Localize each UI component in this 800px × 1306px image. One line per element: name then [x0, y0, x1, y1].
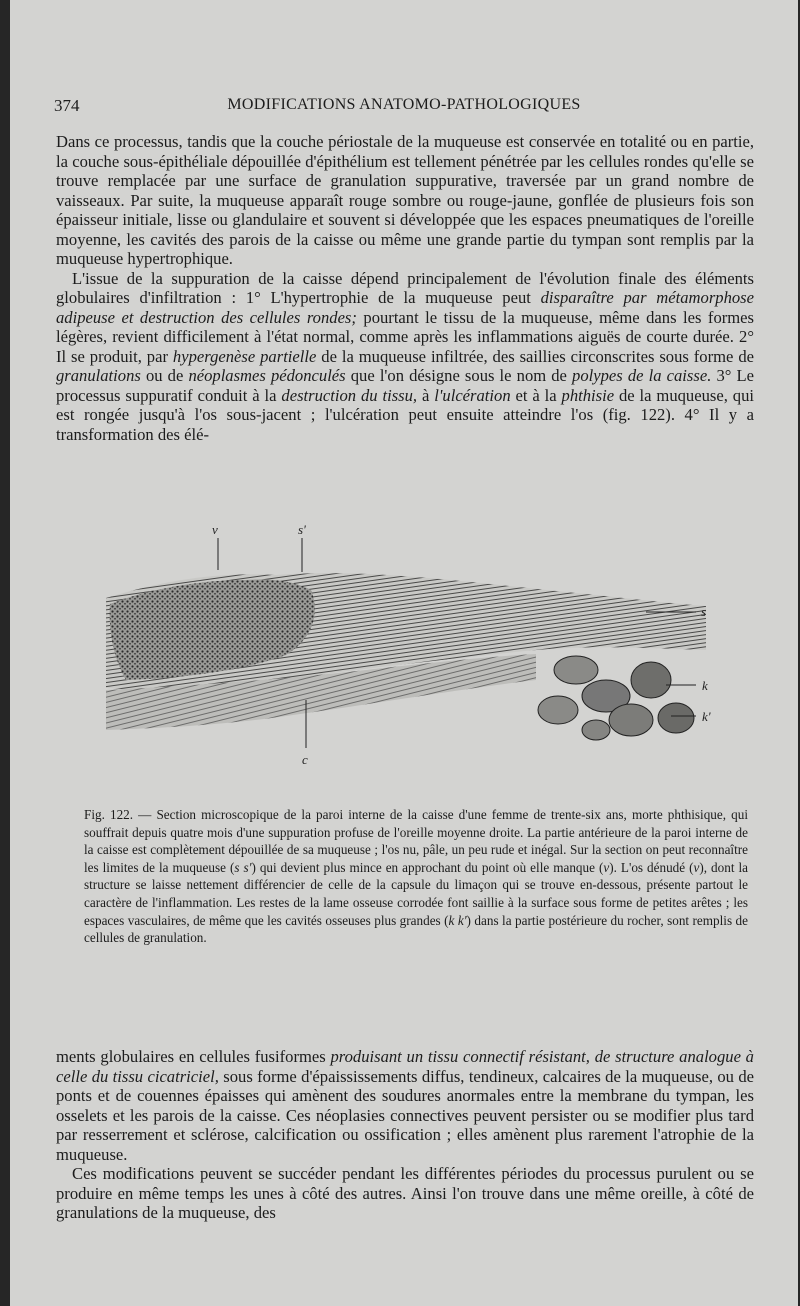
running-title: MODIFICATIONS ANATOMO-PATHOLOGIQUES — [227, 96, 581, 113]
text-run: que l'on désigne sous le nom de — [345, 366, 573, 385]
italic-text: disparaître par métamorphose adipeuse et destruction des cellules rondes; — [56, 288, 754, 327]
microscopic-section-drawing — [106, 520, 726, 790]
label-v: v — [212, 522, 218, 537]
paragraph — [56, 132, 754, 269]
text-run: ), dont la structure se laisse nettement différencier de celle de la capsule du limaçon qui se trouve en-dessous, présente partout le caractère de l'inflammation. Les restes de la lame osseuse corrodée font saillie à la surface sous forme de petites arêtes ; les espaces vasculaires, de même que les cavités osseuses plus grandes ( — [84, 859, 749, 928]
label-k-prime: k' — [702, 709, 711, 724]
figure-caption — [84, 806, 748, 947]
paragraph — [56, 1164, 754, 1223]
text-run: pourtant le tissu de la muqueuse, même dans les formes légères, revient difficilement à l'état normal, comme après les inflammations aiguës de courte durée. 2° Il se produit, par — [56, 307, 754, 366]
figure-122-illustration — [106, 520, 726, 790]
body-text-top — [56, 132, 754, 444]
italic-text: granulations — [56, 366, 141, 385]
italic-text: destruction du tissu, — [281, 385, 418, 405]
text-run: et à la — [510, 385, 562, 405]
text-run: ments globulaires en cellules fusiformes — [56, 1047, 331, 1066]
italic-text: néoplasmes pédonculés — [188, 366, 346, 385]
granulation-nodules — [538, 656, 694, 740]
page-header — [54, 96, 754, 120]
italic-text: polypes de la caisse. — [572, 366, 712, 385]
text-run: à — [417, 385, 435, 405]
text-run: sous forme d'épaississements diffus, tendineux, calcaires de la muqueuse, ou de ponts et de couennes épaisses qui amènent des soudures anormales entre la membrane du tympan, les osselets et les parois de la caisse. Ces néoplasies connectives peuvent persister ou se modifier plus tard par resserrement et sclérose, calcification ou ossification ; elles amènent plus rarement l'atrophie de la muqueuse. — [56, 1066, 754, 1164]
text-run: ). L'os dénudé ( — [609, 859, 694, 875]
italic-text: phthisie — [561, 385, 615, 405]
italic-text: l'ulcération — [434, 385, 511, 405]
text-run: Ces modifications peuvent se succéder pendant les différentes périodes du processus purulent ou se produire en même temps les unes à côté des autres. Ainsi l'on trouve dans une même oreille, à côté de granulations de la muqueuse, des — [56, 1164, 754, 1222]
label-c: c — [302, 752, 308, 767]
text-run: de la muqueuse infiltrée, des saillies circonscrites sous forme de — [316, 346, 754, 366]
italic-text: v — [693, 859, 700, 875]
text-run: 3° Le processus suppuratif conduit à la — [56, 366, 755, 405]
text-run: Dans ce processus, tandis que la couche périostale de la muqueuse est conservée en totalité ou en partie, la couche sous-épithéliale dépouillée d'épithélium est tellement pénétrée par les cellules rondes qu'elle se trouve remplacée par une surface de granulation suppurative, traversée par un grand nombre de vaisseaux. Par suite, la muqueuse apparaît rouge sombre ou rouge-jaune, gonflée de plusieurs fois son épaisseur initiale, lisse ou glandulaire et souvent si développée que les espaces pneumatiques de l'oreille moyenne, les cavités des parois de la caisse ou même une grande partie du tympan sont remplis par la muqueuse hypertrophique. — [56, 132, 754, 268]
body-text-bottom — [56, 1047, 754, 1223]
paragraph — [56, 1047, 754, 1164]
italic-text: s s' — [234, 859, 252, 875]
text-run: de la muqueuse, qui est rongée jusqu'à l'os sous-jacent ; l'ulcération peut ensuite atteindre l'os (fig. 122). 4° Il y a transformation des élé- — [56, 385, 754, 444]
label-k: k — [702, 678, 708, 693]
italic-text: hypergenèse partielle — [172, 346, 317, 366]
book-page — [10, 0, 798, 1306]
label-s: s — [701, 604, 707, 619]
italic-text: k k' — [448, 912, 467, 928]
page-number: 374 — [54, 96, 80, 115]
italic-text: v — [603, 859, 610, 875]
text-run: ) dans la partie postérieure du rocher, sont remplis de cellules de granulation. — [84, 912, 748, 946]
label-s-prime: s' — [298, 522, 306, 537]
text-run: ou de — [140, 366, 189, 385]
paragraph — [56, 269, 754, 445]
text-run: Fig. 122. — Section microscopique de la paroi interne de la caisse d'une femme de trente-six ans, morte phthisique, qui souffrait depuis quatre mois d'une suppuration profuse de l'oreille moyenne droite. La partie antérieure de la paroi interne de la caisse est complètement dépouillée de sa muqueuse ; l'os nu, pâle, un peu rude et inégal. Sur la section on peut reconnaître les limites de la muqueuse ( — [84, 807, 748, 875]
text-run: L'issue de la suppuration de la caisse dépend principalement de l'évolution finale des éléments globulaires d'infiltration : 1° L'hypertrophie de la muqueuse peut — [56, 268, 754, 307]
text-run: ) qui devient plus mince en approchant du point où elle manque ( — [251, 859, 604, 875]
italic-text: produisant un tissu connectif résistant, de structure analogue à celle du tissu cicatriciel, — [56, 1047, 754, 1086]
